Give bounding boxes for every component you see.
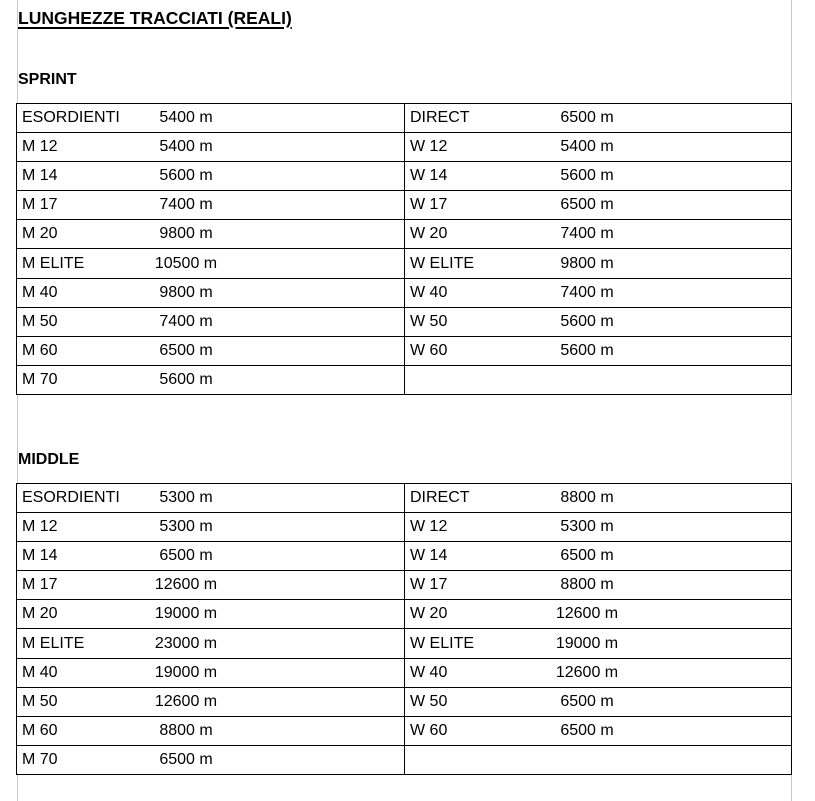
category-cell [17, 104, 404, 132]
category-label: W 20 [410, 225, 448, 243]
page-title: LUNGHEZZE TRACCIATI (REALI) [18, 8, 292, 28]
category-label: W ELITE [410, 254, 475, 272]
table-row [16, 279, 792, 308]
category-cell [404, 571, 791, 599]
category-label: M 40 [22, 283, 58, 301]
middle-table [16, 483, 792, 775]
category-cell [404, 746, 791, 774]
category-label: DIRECT [410, 489, 470, 507]
category-cell [17, 308, 404, 336]
category-label: DIRECT [410, 109, 470, 127]
distance-value: 6500 m [159, 341, 213, 359]
table-row [16, 746, 792, 775]
category-label: W 60 [410, 341, 448, 359]
category-cell [17, 688, 404, 716]
category-cell [404, 542, 791, 570]
category-label: M 50 [22, 312, 58, 330]
distance-value: 5400 m [560, 138, 614, 156]
category-cell [404, 104, 791, 132]
category-label: W 12 [410, 138, 448, 156]
category-cell [404, 513, 791, 541]
distance-value: 5600 m [560, 312, 614, 330]
category-cell [17, 571, 404, 599]
category-cell [17, 133, 404, 161]
category-cell [404, 133, 791, 161]
category-cell [404, 484, 791, 512]
category-label: M 14 [22, 547, 58, 565]
distance-value: 6500 m [159, 547, 213, 565]
distance-value: 19000 m [555, 634, 619, 652]
distance-value: 8800 m [560, 576, 614, 594]
distance-value: 7400 m [159, 196, 213, 214]
category-label: M ELITE [22, 634, 85, 652]
distance-value: 12600 m [555, 605, 619, 623]
category-cell [404, 717, 791, 745]
distance-value: 9800 m [560, 254, 614, 272]
table-row [16, 513, 792, 542]
table-row [16, 484, 792, 513]
category-label: ESORDIENTI [22, 109, 120, 127]
distance-value: 8800 m [560, 489, 614, 507]
table-row [16, 133, 792, 162]
distance-value: 5600 m [560, 167, 614, 185]
category-label: M 50 [22, 692, 58, 710]
table-row [16, 308, 792, 337]
distance-value: 7400 m [560, 283, 614, 301]
distance-value: 12600 m [154, 692, 218, 710]
category-cell [17, 249, 404, 277]
category-cell [17, 279, 404, 307]
distance-value: 5400 m [159, 138, 213, 156]
category-label: W 17 [410, 576, 448, 594]
distance-value: 6500 m [560, 196, 614, 214]
category-cell [17, 659, 404, 687]
distance-value: 5300 m [560, 518, 614, 536]
category-cell [404, 279, 791, 307]
category-label: W 50 [410, 692, 448, 710]
distance-value: 5600 m [159, 370, 213, 388]
category-cell [17, 600, 404, 628]
distance-value: 8800 m [159, 721, 213, 739]
table-row [16, 162, 792, 191]
distance-value: 7400 m [159, 312, 213, 330]
category-label: M 70 [22, 370, 58, 388]
category-cell [17, 191, 404, 219]
distance-value: 12600 m [154, 576, 218, 594]
category-label: ESORDIENTI [22, 489, 120, 507]
category-cell [404, 600, 791, 628]
category-label: M 20 [22, 605, 58, 623]
category-label: W 12 [410, 518, 448, 536]
table-row [16, 717, 792, 746]
category-label: W 40 [410, 283, 448, 301]
table-row [16, 688, 792, 717]
distance-value: 19000 m [154, 605, 218, 623]
distance-value: 9800 m [159, 283, 213, 301]
table-row [16, 542, 792, 571]
distance-value: 5300 m [159, 489, 213, 507]
table-row [16, 571, 792, 600]
table-row [16, 600, 792, 629]
category-label: W 20 [410, 605, 448, 623]
category-cell [17, 484, 404, 512]
category-label: M 60 [22, 721, 58, 739]
table-row [16, 191, 792, 220]
category-label: M ELITE [22, 254, 85, 272]
category-cell [17, 542, 404, 570]
distance-value: 12600 m [555, 663, 619, 681]
category-cell [17, 366, 404, 394]
category-label: M 17 [22, 576, 58, 594]
distance-value: 6500 m [560, 692, 614, 710]
sprint-table [16, 103, 792, 395]
distance-value: 7400 m [560, 225, 614, 243]
table-row [16, 220, 792, 249]
category-label: M 60 [22, 341, 58, 359]
category-label: M 12 [22, 138, 58, 156]
category-cell [404, 659, 791, 687]
category-cell [404, 162, 791, 190]
category-cell [404, 337, 791, 365]
distance-value: 5300 m [159, 518, 213, 536]
category-label: M 40 [22, 663, 58, 681]
table-row [16, 366, 792, 395]
category-cell [404, 688, 791, 716]
table-row [16, 659, 792, 688]
distance-value: 6500 m [560, 721, 614, 739]
category-cell [17, 513, 404, 541]
category-cell [17, 220, 404, 248]
distance-value: 6500 m [560, 109, 614, 127]
section-heading-sprint: SPRINT [18, 71, 77, 88]
category-cell [404, 220, 791, 248]
distance-value: 10500 m [154, 254, 218, 272]
category-label: M 70 [22, 750, 58, 768]
distance-value: 9800 m [159, 225, 213, 243]
category-cell [404, 629, 791, 657]
category-cell [17, 162, 404, 190]
distance-value: 6500 m [560, 547, 614, 565]
category-label: W 50 [410, 312, 448, 330]
distance-value: 23000 m [154, 634, 218, 652]
category-cell [17, 629, 404, 657]
category-label: W 60 [410, 721, 448, 739]
category-label: W ELITE [410, 634, 475, 652]
category-label: M 12 [22, 518, 58, 536]
category-cell [404, 249, 791, 277]
distance-value: 5600 m [159, 167, 213, 185]
category-label: W 17 [410, 196, 448, 214]
category-cell [17, 746, 404, 774]
distance-value: 6500 m [159, 750, 213, 768]
category-label: M 17 [22, 196, 58, 214]
distance-value: 5400 m [159, 109, 213, 127]
section-heading-middle: MIDDLE [18, 451, 80, 468]
category-cell [404, 366, 791, 394]
distance-value: 5600 m [560, 341, 614, 359]
distance-value: 19000 m [154, 663, 218, 681]
table-row [16, 104, 792, 133]
category-label: M 14 [22, 167, 58, 185]
category-cell [404, 191, 791, 219]
category-cell [404, 308, 791, 336]
category-label: M 20 [22, 225, 58, 243]
category-label: W 14 [410, 547, 448, 565]
category-cell [17, 717, 404, 745]
category-label: W 40 [410, 663, 448, 681]
category-label: W 14 [410, 167, 448, 185]
table-row [16, 629, 792, 658]
table-row [16, 249, 792, 278]
category-cell [17, 337, 404, 365]
table-row [16, 337, 792, 366]
